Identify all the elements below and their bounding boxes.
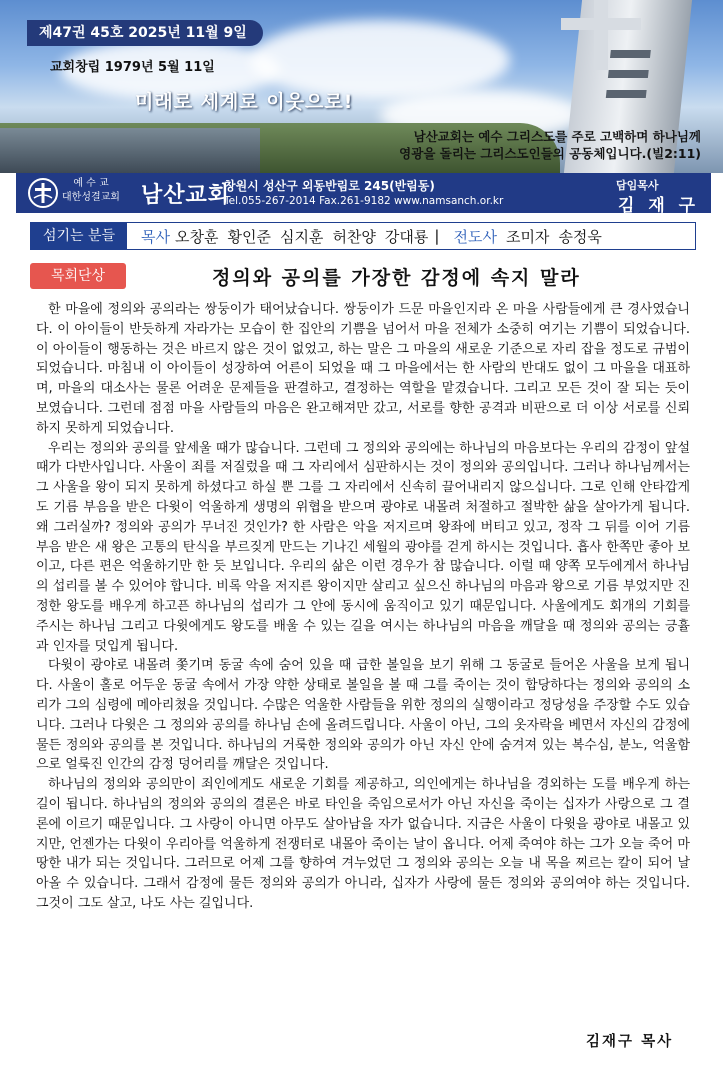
role-separator: | [434, 227, 440, 245]
server-name: 심지훈 [279, 227, 324, 246]
server-name: 강대룡 [384, 227, 429, 246]
servers-row [30, 222, 696, 250]
pastor-name: 김 재 구 [618, 196, 700, 216]
role-pastor: 목사 [141, 227, 170, 246]
author-signature: 김재구 목사 [586, 1034, 674, 1050]
description-line: 영광을 돌리는 그리스도인들의 공동체입니다.(빌2:11) [399, 146, 701, 161]
description-line: 남산교회는 예수 그리스도를 주로 고백하며 하나님께 [413, 129, 701, 144]
column-label: 목회단상 [30, 263, 126, 289]
church-info-bar [16, 173, 711, 216]
church-name: 남산교회 [141, 183, 231, 208]
server-name: 조미자 [505, 227, 550, 246]
column-body [36, 300, 690, 914]
column-title: 정의와 공의를 가장한 감정에 속지 말라 [212, 267, 581, 289]
paragraph: 우리는 정의와 공의를 앞세울 때가 많습니다. 그런데 그 정의와 공의에는 하나님의 마음보다는 우리의 감정이 앞설 때가 다반사입니다. 사울이 죄를 저질렀을 때 그 자리에서 심판하시는 것이 정의와 공의입니다. 그러나 하나님께서는 그 사울을 왕이 되지 못하게 하셨다고 하실 뿐 그를 그 자리에서 신속히 끌어내리지 않으십니다. 그로 인해 안타깝게도 기름 부음을 받은 다윗이 억울하게 생명의 위협을 받으며 광야로 내몰려 처절하고 절박한 삶을 살아가게 됩니다. 왜 그러실까? 정의와 공의가 무너진 것인가? 한 사람은 악을 저지르며 왕좌에 버티고 있고, 정작 그 뒤를 이어 기름 부음 받은 새 왕은 고통의 탄식을 부르짖게 만드는 기나긴 세월의 광야를 걷게 하시는 것입니다. 흡사 한쪽만 좋아 보이고, 다른 편은 억울하기만 한 듯 보입니다. 우리의 삶은 이런 경우가 참 많습니다. 이럴 때 양쪽 모두에게서 하나님의 섭리를 볼 수 있어야 합니다. 비록 악을 저지른 왕이지만 살리고 싶으신 하나님의 마음과 왕으로 기름 부었지만 진정한 왕도를 배우게 하고픈 하나님의 섭리가 그 안에 동시에 움직이고 있기 때문입니다. 사울에게도 회개의 기회를 주시는 하나님 그리고 다윗에게도 왕도를 배울 수 있는 길을 여시는 하나님의 마음을 깨달을 때 정의와 공의는 긍휼과 인자를 덧입게 됩니다. [36, 440, 690, 654]
denomination-line: 예 수 교 [73, 178, 109, 189]
servers-label: 섬기는 분들 [31, 223, 127, 249]
server-name: 허찬양 [332, 227, 376, 246]
paragraph: 다윗이 광야로 내몰려 쫓기며 동굴 속에 숨어 있을 때 급한 볼일을 보기 위해 그 동굴로 들어온 사울을 보게 됩니다. 사울이 홀로 어두운 동굴 속에서 가장 약한 상태로 볼일을 볼 때 그를 죽이는 것이 합당하다는 정의와 공의의 소리가 그의 심령에 메아리쳤을 것입니다. 수많은 억울한 사람들을 위한 정의의 실행이라고 정당성을 주장할 수도 있습니다. 그러나 다윗은 그 정의와 공의를 하나님 손에 올려드립니다. 사울이 아닌, 그의 옷자락을 베면서 자신의 감정에 물든 정의와 공의를 본 것입니다. 하나님의 거룩한 정의와 공의가 아닌 자신 안에 숨겨져 있는 복수심, 분노, 억울함으로 얼룩진 인간의 감정 덩어리를 깨달은 것입니다. [36, 658, 690, 773]
pastor-title: 담임목사 [616, 179, 659, 192]
roof-decoration [0, 128, 260, 173]
paragraph: 한 마을에 정의와 공의라는 쌍둥이가 태어났습니다. 쌍둥이가 드문 마을인지라 온 마을 사람들에게 큰 경사였습니다. 이 아이들이 반듯하게 자라가는 모습이 한 집안의 기쁨을 넘어서 마을 전체가 소중히 여기는 기쁨이 되었습니다. 이 아이들이 행동하는 것은 바르지 않은 것이 없었고, 하는 말은 그 마을의 새로운 기준으로 자리 잡을 정도로 규범이 되었습니다. 마침내 이 아이들이 성장하여 어른이 되었을 때 그 마을에서는 한 사람의 반대도 없이 그 마을을 대표하며, 마을의 대소사는 물론 어려운 문제들을 판결하고, 결정하는 역할을 맡겼습니다. 그리고 모든 것이 잘 되는 듯이 보였습니다. 그런데 점점 마을 사람들의 마음은 완고해져만 갔고, 서로를 향한 공격과 비판으로 더 이상 서로를 신뢰하지 못하게 되었습니다. [36, 302, 690, 436]
founded-date: 교회창립 1979년 5월 11일 [50, 60, 215, 75]
church-address: 창원시 성산구 외동반림로 245(반림동) [224, 179, 435, 193]
church-contact: Tel.055-267-2014 Fax.261-9182 www.namsanch.or.kr [224, 195, 504, 207]
server-name: 송정욱 [558, 227, 602, 246]
server-name: 오창훈 [174, 227, 219, 246]
denomination-line: 대한성결교회 [62, 192, 120, 203]
denomination-logo-icon [28, 178, 58, 208]
server-name: 황인준 [227, 227, 271, 246]
cross-bar [561, 18, 641, 30]
church-description [399, 128, 701, 162]
denomination [62, 177, 120, 205]
header-banner [0, 0, 723, 173]
paragraph: 하나님의 정의와 공의만이 죄인에게도 새로운 기회를 제공하고, 의인에게는 하나님을 경외하는 도를 배우게 하는 길이 됩니다. 하나님의 정의와 공의의 결론은 바로 타인을 죽임으로서가 아닌 자신을 죽이는 십자가 사랑으로 그 결론에 이르기 때문입니다. 그 사랑이 아니면 아무도 살아남을 자가 없습니다. 지금은 사울이 다윗을 광야로 내몰고 있지만, 언젠가는 다윗이 우리아를 억울하게 전쟁터로 내몰아 죽이는 날이 옵니다. 어제 죽여야 하는 그가 오늘 죽어 마땅한 내가 되는 것입니다. 그러므로 어제 그를 향하여 겨누었던 그 정의와 공의는 오늘 내 목을 찌르는 칼이 되어 날아올 수 있습니다. 그래서 감정에 물든 정의와 공의가 아니라, 십자가 사랑에 물든 정의와 공의여야 하는 것입니다. 그것이 그도 살고, 나도 사는 길입니다. [36, 777, 690, 911]
issue-badge: 제47권 45호 2025년 11월 9일 [27, 20, 263, 46]
church-motto: 미래로 세계로 이웃으로! [135, 91, 354, 113]
role-evangelist: 전도사 [453, 227, 497, 246]
cross-icon [594, 0, 608, 70]
